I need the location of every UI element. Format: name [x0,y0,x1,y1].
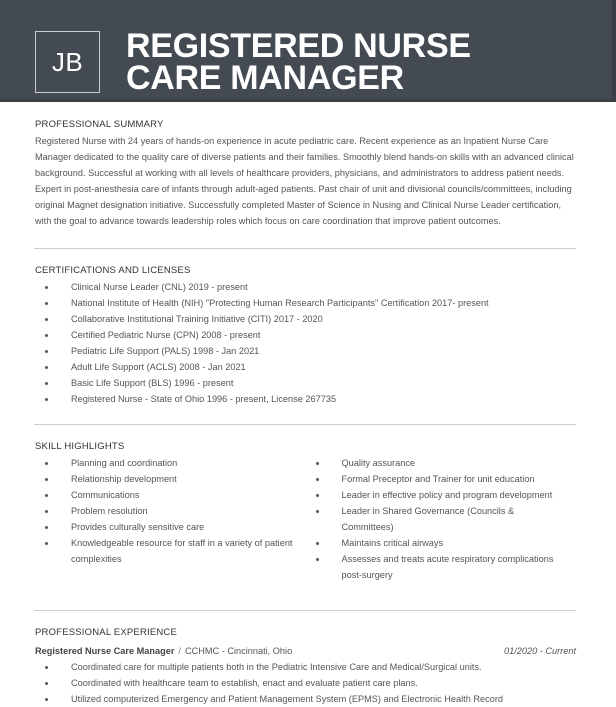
job-company: CCHMC - Cincinnati, Ohio [184,646,293,656]
bullet-icon [45,666,48,669]
section-professional-experience [35,626,576,707]
list-item: Pediatric Life Support (PALS) 1998 - Jan 2021 [35,343,576,359]
list-item: Coordinated with healthcare team to establish, enact and evaluate patient care plans. [35,675,576,691]
bullet-icon [45,302,48,305]
resume-title [126,27,471,97]
bullet-icon [316,494,319,497]
resume-header [0,0,616,101]
section-divider [34,248,576,249]
list-item: Communications [35,487,306,503]
bullet-icon [45,510,48,513]
skills-columns [35,455,576,583]
bullet-icon [45,382,48,385]
bullet-icon [45,478,48,481]
list-item: Certified Pediatric Nurse (CPN) 2008 - present [35,327,576,343]
skills-list-right [306,455,577,583]
list-item: National Institute of Health (NIH) "Protecting Human Research Participants" Certification 2017- present [35,295,576,311]
list-item: Basic Life Support (BLS) 1996 - present [35,375,576,391]
list-item: Assesses and treats acute respiratory complications post-surgery [306,551,577,583]
list-item: Collaborative Institutional Training Initiative (CITI) 2017 - 2020 [35,311,576,327]
skills-list-left [35,455,306,583]
bullet-icon [45,462,48,465]
list-item: Coordinated care for multiple patients both in the Pediatric Intensive Care and Medical/Surgical units. [35,659,576,675]
job-header [35,643,576,659]
section-skill-highlights [35,440,576,583]
bullet-icon [45,334,48,337]
job-title: Registered Nurse Care Manager [35,646,175,656]
title-line-1: REGISTERED NURSE [126,27,471,65]
list-item: Leader in effective policy and program development [306,487,577,503]
summary-paragraph: Registered Nurse with 24 years of hands-on experience in acute pediatric care. Recent experience as an Inpatient Nurse Care Manager dedicated to the quality care of diverse patients and their families. Smoothly blend hands-on skills with an advanced clinical background. Successful at working with all levels of healthcare providers, physicians, and administrators to address patient needs. Expert in post-anesthesia care of infants through adult-aged patients. Past chair of unit and divisional councils/committees, including original Magnet designation initiative. Successfully completed Master of Science in Nusing and Clinical Nurse Leader certification, with the goal to advance towards leadership roles which focus on care coordination that improve patient outcomes. [35,136,574,226]
list-item: Relationship development [35,471,306,487]
job-separator: / [178,646,181,656]
list-item: Knowledgeable resource for staff in a variety of patient complexities [35,535,306,567]
bullet-icon [45,350,48,353]
section-certifications [35,264,576,407]
bullet-icon [45,366,48,369]
section-professional-summary [35,118,576,229]
section-divider [34,424,576,425]
job-dates: 01/2020 - Current [503,646,576,656]
bullet-icon [45,494,48,497]
list-item: Leader in Shared Governance (Councils & Committees) [306,503,577,535]
bullet-icon [316,510,319,513]
bullet-icon [45,398,48,401]
bullet-icon [316,462,319,465]
list-item: Registered Nurse - State of Ohio 1996 - present, License 267735 [35,391,576,407]
bullet-icon [45,318,48,321]
bullet-icon [45,526,48,529]
section-divider [34,610,576,611]
bullet-icon [316,558,319,561]
section-heading: SKILL HIGHLIGHTS [35,441,125,452]
section-heading: CERTIFICATIONS AND LICENSES [35,265,191,276]
list-item: Planning and coordination [35,455,306,471]
title-line-2: CARE MANAGER [126,59,404,97]
bullet-icon [45,542,48,545]
bullet-icon [316,478,319,481]
list-item: Formal Preceptor and Trainer for unit education [306,471,577,487]
bullet-icon [316,542,319,545]
monogram-badge: JB [35,31,100,93]
list-item: Provides culturally sensitive care [35,519,306,535]
section-heading: PROFESSIONAL SUMMARY [35,119,164,130]
header-divider [0,99,616,102]
list-item: Adult Life Support (ACLS) 2008 - Jan 2021 [35,359,576,375]
bullet-icon [45,682,48,685]
list-item: Problem resolution [35,503,306,519]
list-item: Clinical Nurse Leader (CNL) 2019 - present [35,279,576,295]
list-item: Maintains critical airways [306,535,577,551]
list-item: Quality assurance [306,455,577,471]
bullet-icon [45,286,48,289]
certifications-list [35,279,576,407]
section-heading: PROFESSIONAL EXPERIENCE [35,627,178,638]
list-item: Utilized computerized Emergency and Patient Management System (EPMS) and Electronic Health Record [35,691,576,707]
